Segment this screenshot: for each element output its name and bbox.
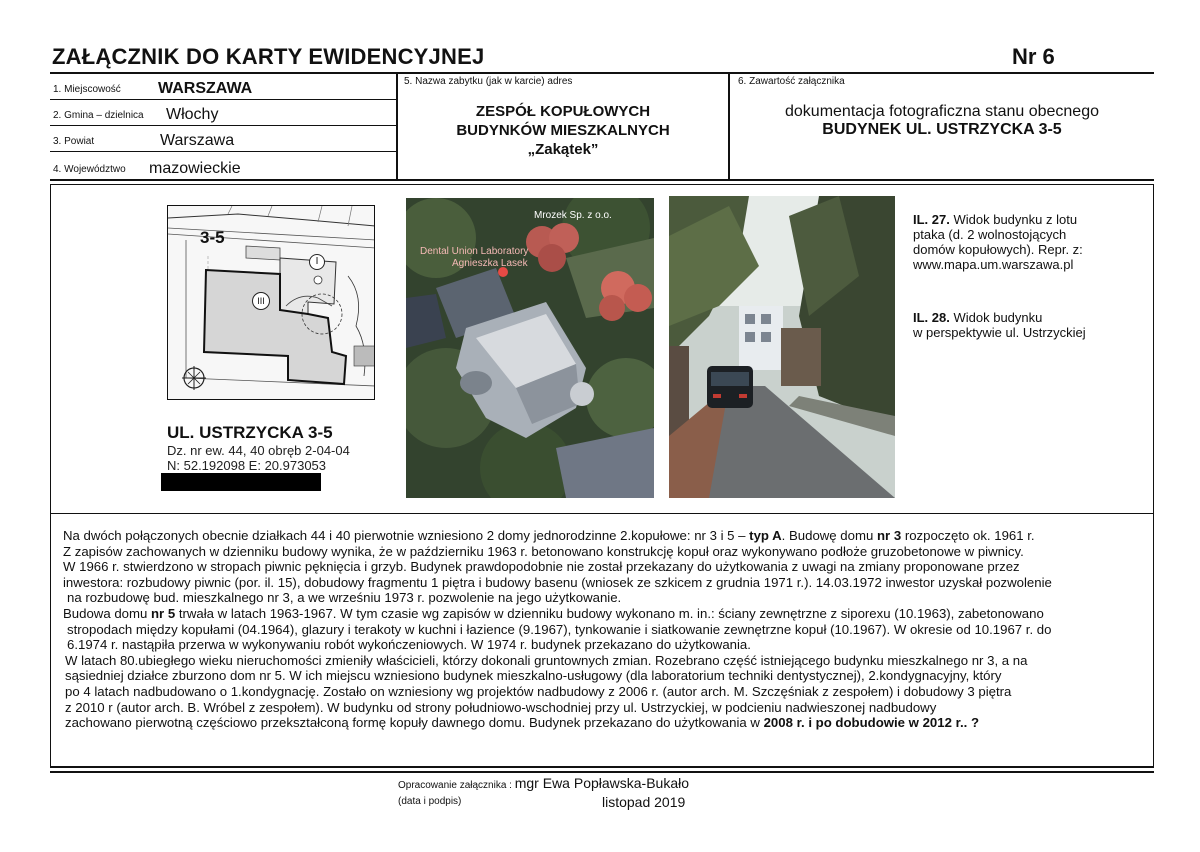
object-section [398, 74, 728, 179]
object-name-line1: ZESPÓŁ KOPUŁOWYCH [475, 103, 651, 120]
desc-line: po 4 latach nadbudowano o 1.kondygnację. Zostało on wzniesiony wg projektów nadbudowy z 2006 r. (autor arch. M. Szczęśniak z zespołem) i dobudowy 3 piętra [65, 683, 1012, 699]
street-address: UL. USTRZYCKA 3-5 [167, 423, 333, 442]
plan-building-marker-3: III [252, 292, 270, 310]
desc-line: inwestora: rozbudowy piwnic (por. il. 15), dobudowy fragmentu 1 piętra i budowy basenu (wniosek ze szkicem z grudnia 1971 r.). 14.03.1972 inwestor uzyskał pozwolenie [63, 574, 1052, 590]
street-photo-drawing [669, 196, 895, 498]
contents-line2: BUDYNEK UL. USTRZYCKA 3-5 [822, 121, 1062, 138]
aerial-label-lab2: Agnieszka Lasek [452, 258, 528, 269]
object-name-line2: BUDYNKÓW MIESZKALNYCH [456, 122, 670, 139]
contents-section [730, 74, 1154, 179]
field-locality [50, 74, 396, 100]
field-voivodeship-value: mazowieckie [149, 160, 241, 177]
object-name-line3: „Zakątek” [527, 141, 599, 158]
footer-divider [50, 771, 1154, 773]
desc-fragment-bold: typ A [749, 528, 782, 543]
header-table [50, 74, 1154, 181]
date-signature [398, 794, 686, 810]
gps-coordinates: N: 52.192098 E: 20.973053 [167, 458, 327, 473]
desc-fragment: . Budowę domu [781, 528, 877, 543]
desc-line: stropodach między kopułami (04.1964), glazury i terakoty w kuchni i łazience (9.1967), tynkowanie i siatkowanie zewnętrzne kopuł (10.1967). W okresie od 10.1967 r. do [67, 621, 1052, 637]
contents-label: 6. Zawartość załącznika [738, 76, 845, 87]
desc-fragment: trwała w latach 1963-1967. W tym czasie wg zapisów w dzienniku budowy wykonano m. in.: ściany zewnętrzne z siporexu (10.1963), zabetonowano [175, 605, 1044, 621]
field-commune-label: 2. Gmina – dzielnica [53, 110, 144, 121]
desc-line: na rozbudowę bud. mieszkalnego nr 3, a we wrześniu 1973 r. pozwolenie na jego użytkowanie. [67, 590, 622, 606]
address-block [167, 423, 350, 473]
caption-28-line1: Widok budynku [953, 310, 1043, 325]
desc-line: Z zapisów zachowanych w dzienniku budowy wynika, że w październiku 1963 r. betonowano konstrukcję kopuł oraz wykonywano podłoże gruzobetonowe w piwnicy. [63, 543, 1024, 559]
field-voivodeship-label: 4. Województwo [53, 164, 126, 175]
aerial-label-lab1: Dental Union Laboratory [420, 246, 529, 257]
caption-27-line3: domów kopułowych). Repr. z: [913, 242, 1083, 257]
aerial-photo-drawing [406, 198, 654, 498]
object-label: 5. Nazwa zabytku (jak w karcie) adres [404, 76, 573, 87]
desc-fragment-bold: nr 5 [150, 605, 176, 621]
caption-28-line2: w perspektywie ul. Ustrzyckiej [913, 325, 1086, 340]
caption-28-number: IL. 28. [913, 310, 950, 325]
field-locality-label: 1. Miejscowość [53, 84, 121, 95]
prepared-by [398, 775, 689, 791]
desc-line: W 1966 r. stwierdzono w stropach piwnic pęknięcia i grzyb. Budynek prawdopodobnie nie został przekazany do użytkowania z uwagi na zmiany proponowane przez [63, 559, 1020, 575]
field-voivodeship [50, 152, 396, 179]
field-county-value: Warszawa [160, 132, 235, 149]
document-title: ZAŁĄCZNIK DO KARTY EWIDENCYJNEJ [52, 44, 485, 69]
location-fields [50, 74, 396, 179]
desc-line: W latach 80.ubiegłego wieku nieruchomości zmieniły właścicieli, którzy dokonali gruntownych zmian. Rozebrano część istniejącego budynku mieszkalnego nr 3, a na [65, 652, 1028, 668]
illustrations-box [50, 184, 1154, 514]
aerial-photo [406, 198, 654, 498]
desc-line [63, 715, 1143, 731]
prepared-by-label: Opracowanie załącznika : [398, 780, 512, 791]
desc-fragment: zachowano pierwotną częściowo przekształconą formę kopuły dawnego domu. Budynek przekazano do użytkowania w [65, 715, 764, 731]
plan-lot-label: 3-5 [200, 228, 225, 247]
field-county [50, 126, 396, 152]
desc-line: z 2010 r (autor arch. B. Wróbel z zespołem). W budynku od strony południowo-wschodniej przy ul. Ustrzyckiej, w podcieniu nadwieszonej nadbudowy [65, 699, 937, 715]
signature-label: (data i podpis) [398, 796, 462, 807]
desc-fragment: Budowa domu [63, 605, 151, 621]
field-commune-value: Włochy [166, 106, 219, 123]
desc-line [63, 606, 1143, 622]
desc-line: 6.1974 r. nastąpiła przerwa w wykonywaniu robót wykończeniowych. W 1974 r. budynek przekazano do użytkowania. [67, 637, 751, 653]
field-commune [50, 100, 396, 126]
caption-28 [913, 310, 1086, 340]
desc-fragment-bold: 2008 r. i po dobudowie w 2012 r.. ? [763, 715, 980, 731]
plan-building-marker-1: I [309, 254, 325, 270]
desc-line [63, 528, 1143, 544]
desc-line: sąsiedniej działce zburzono dom nr 5. W ich miejscu wzniesiono budynek mieszkalno-usługowy (dla laboratorium techniki dentystycznej), 2.kondygnacyjny, który [65, 668, 1002, 684]
aerial-label-shop: Mrozek Sp. z o.o. [534, 210, 612, 221]
redacted-bar [161, 473, 321, 491]
desc-fragment: rozpoczęto ok. 1961 r. [901, 528, 1035, 543]
desc-fragment-bold: nr 3 [876, 528, 902, 543]
document-date: listopad 2019 [602, 794, 686, 810]
attachment-number: Nr 6 [1012, 44, 1055, 69]
caption-27-line2: ptaka (d. 2 wolnostojących [913, 227, 1067, 242]
caption-27-line4: www.mapa.um.warszawa.pl [913, 257, 1074, 272]
street-photo [669, 196, 895, 498]
description-box [50, 514, 1154, 768]
desc-fragment: Na dwóch połączonych obecnie działkach 44 i 40 pierwotnie wzniesiono 2 domy jednorodzinne 2.kopułowe: nr 3 i 5 – [63, 528, 750, 543]
field-locality-value: WARSZAWA [158, 80, 253, 97]
object-name [398, 102, 728, 159]
description-text [63, 528, 1143, 731]
contents-line1: dokumentacja fotograficzna stanu obecnego [785, 103, 1099, 120]
caption-27-number: IL. 27. [913, 212, 950, 227]
field-county-label: 3. Powiat [53, 136, 95, 147]
caption-27-line1: Widok budynku z lotu [953, 212, 1078, 227]
caption-27 [913, 212, 1083, 272]
author-name: mgr Ewa Popławska-Bukało [514, 775, 690, 791]
site-plan-map [167, 205, 375, 400]
parcel-number: Dz. nr ew. 44, 40 obręb 2-04-04 [167, 443, 350, 458]
